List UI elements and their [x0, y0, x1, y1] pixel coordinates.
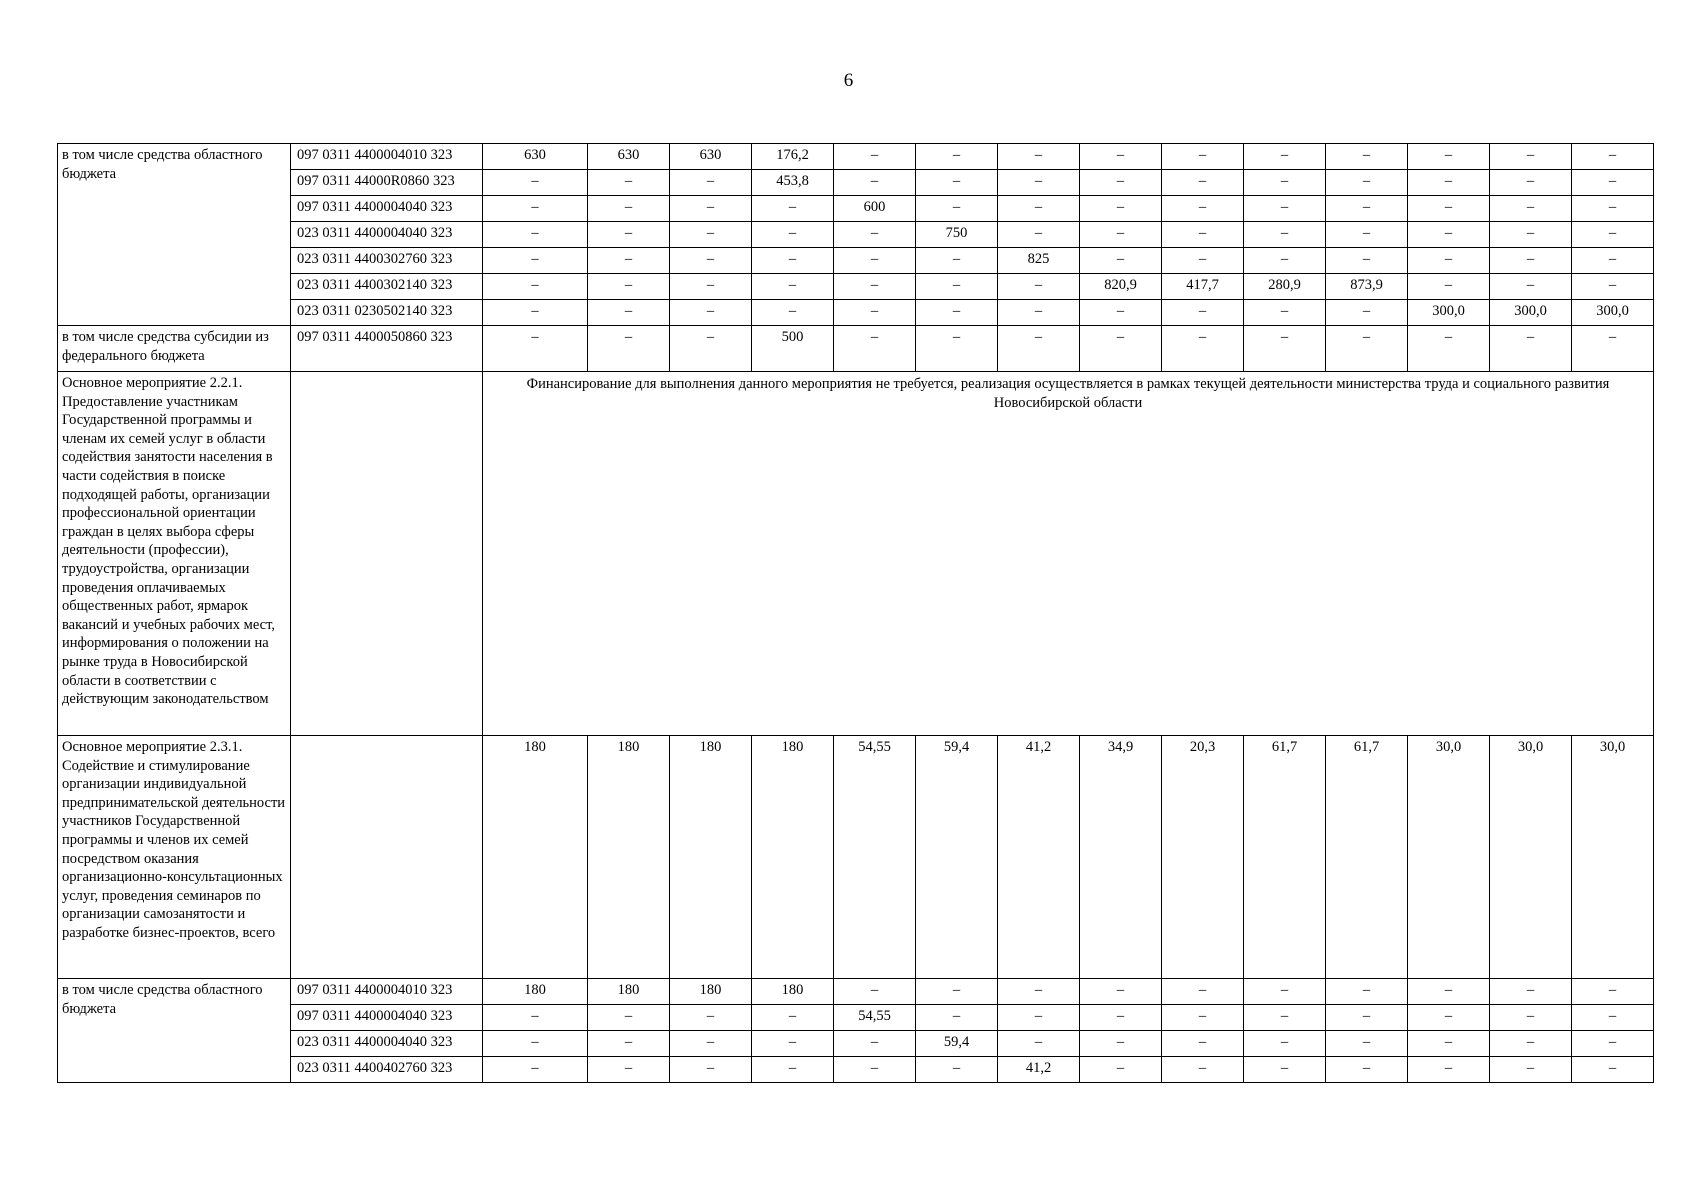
value-cell: –: [1080, 979, 1162, 1005]
value-cell: –: [916, 196, 998, 222]
value-cell: –: [1490, 326, 1572, 372]
budget-code: 023 0311 4400302760 323: [291, 248, 483, 274]
table-row: [58, 248, 1654, 274]
value-cell: –: [916, 1057, 998, 1083]
value-cell: –: [1080, 1031, 1162, 1057]
table-row: [58, 1057, 1654, 1083]
value-cell: 630: [588, 144, 670, 170]
value-cell: –: [483, 1005, 588, 1031]
value-cell: –: [1244, 1005, 1326, 1031]
value-cell: –: [1326, 170, 1408, 196]
value-cell: –: [752, 1031, 834, 1057]
value-cell: 453,8: [752, 170, 834, 196]
value-cell: –: [1244, 170, 1326, 196]
value-cell: –: [1326, 326, 1408, 372]
value-cell: 630: [670, 144, 752, 170]
table-row: [58, 372, 1654, 736]
value-cell: –: [834, 979, 916, 1005]
value-cell: –: [588, 326, 670, 372]
value-cell: –: [752, 300, 834, 326]
value-cell: –: [588, 196, 670, 222]
value-cell: –: [670, 326, 752, 372]
value-cell: –: [916, 170, 998, 196]
value-cell: –: [670, 170, 752, 196]
table-row: [58, 274, 1654, 300]
value-cell: –: [1572, 248, 1654, 274]
budget-table: [57, 143, 1654, 1083]
value-cell: –: [1490, 196, 1572, 222]
value-cell: –: [1244, 222, 1326, 248]
value-cell: –: [1408, 248, 1490, 274]
value-cell: –: [916, 979, 998, 1005]
value-cell: –: [588, 1057, 670, 1083]
value-cell: 300,0: [1490, 300, 1572, 326]
value-cell: –: [1080, 170, 1162, 196]
value-cell: –: [1408, 196, 1490, 222]
value-cell: –: [1408, 326, 1490, 372]
value-cell: –: [1490, 144, 1572, 170]
value-cell: 176,2: [752, 144, 834, 170]
value-cell: –: [1162, 170, 1244, 196]
value-cell: –: [1244, 248, 1326, 274]
value-cell: –: [670, 300, 752, 326]
value-cell: –: [752, 1005, 834, 1031]
value-cell: –: [1572, 196, 1654, 222]
value-cell: –: [1162, 196, 1244, 222]
value-cell: –: [670, 1031, 752, 1057]
value-cell: –: [483, 1057, 588, 1083]
value-cell: 20,3: [1162, 736, 1244, 979]
value-cell: –: [834, 274, 916, 300]
budget-code: 097 0311 4400004040 323: [291, 196, 483, 222]
value-cell: –: [1244, 196, 1326, 222]
value-cell: –: [1490, 222, 1572, 248]
value-cell: –: [1162, 300, 1244, 326]
value-cell: 600: [834, 196, 916, 222]
value-cell: –: [1080, 1005, 1162, 1031]
value-cell: –: [834, 144, 916, 170]
value-cell: –: [998, 326, 1080, 372]
value-cell: –: [483, 274, 588, 300]
value-cell: 417,7: [1162, 274, 1244, 300]
value-cell: –: [1162, 144, 1244, 170]
table-body: [58, 144, 1654, 1083]
value-cell: 820,9: [1080, 274, 1162, 300]
value-cell: –: [1080, 326, 1162, 372]
value-cell: –: [1244, 1057, 1326, 1083]
value-cell: –: [1408, 1031, 1490, 1057]
value-cell: –: [1572, 326, 1654, 372]
value-cell: –: [834, 1057, 916, 1083]
value-cell: –: [1162, 222, 1244, 248]
value-cell: 280,9: [1244, 274, 1326, 300]
value-cell: –: [916, 144, 998, 170]
value-cell: –: [1572, 170, 1654, 196]
value-cell: 54,55: [834, 736, 916, 979]
value-cell: –: [998, 170, 1080, 196]
value-cell: –: [1408, 170, 1490, 196]
value-cell: 30,0: [1490, 736, 1572, 979]
value-cell: –: [1326, 300, 1408, 326]
value-cell: –: [916, 248, 998, 274]
value-cell: –: [1162, 1057, 1244, 1083]
value-cell: –: [834, 170, 916, 196]
value-cell: –: [1080, 300, 1162, 326]
value-cell: –: [752, 1057, 834, 1083]
value-cell: –: [998, 144, 1080, 170]
section-label: в том числе средства областного бюджета: [58, 979, 291, 1083]
value-cell: –: [834, 1031, 916, 1057]
value-cell: 180: [670, 736, 752, 979]
value-cell: –: [1080, 222, 1162, 248]
value-cell: –: [1162, 1031, 1244, 1057]
budget-code: 023 0311 4400004040 323: [291, 1031, 483, 1057]
value-cell: –: [1080, 248, 1162, 274]
value-cell: –: [834, 222, 916, 248]
value-cell: –: [916, 1005, 998, 1031]
value-cell: –: [1080, 144, 1162, 170]
value-cell: 54,55: [834, 1005, 916, 1031]
value-cell: 630: [483, 144, 588, 170]
value-cell: –: [483, 300, 588, 326]
value-cell: –: [752, 196, 834, 222]
value-cell: 59,4: [916, 1031, 998, 1057]
value-cell: –: [998, 222, 1080, 248]
value-cell: –: [916, 274, 998, 300]
value-cell: 180: [483, 979, 588, 1005]
value-cell: –: [1326, 1057, 1408, 1083]
value-cell: –: [1408, 979, 1490, 1005]
value-cell: –: [1326, 1031, 1408, 1057]
value-cell: –: [1080, 196, 1162, 222]
value-cell: –: [1162, 979, 1244, 1005]
value-cell: –: [1408, 1005, 1490, 1031]
value-cell: –: [1244, 1031, 1326, 1057]
value-cell: –: [588, 170, 670, 196]
value-cell: –: [1572, 144, 1654, 170]
value-cell: –: [1244, 326, 1326, 372]
value-cell: –: [834, 326, 916, 372]
value-cell: 180: [752, 979, 834, 1005]
value-cell: –: [670, 274, 752, 300]
value-cell: –: [588, 300, 670, 326]
value-cell: –: [916, 300, 998, 326]
value-cell: –: [916, 326, 998, 372]
value-cell: –: [1326, 1005, 1408, 1031]
value-cell: –: [1490, 274, 1572, 300]
value-cell: –: [483, 248, 588, 274]
table-row: [58, 1031, 1654, 1057]
table-row: [58, 736, 1654, 979]
value-cell: –: [1490, 979, 1572, 1005]
budget-code: 097 0311 4400004040 323: [291, 1005, 483, 1031]
value-cell: –: [998, 274, 1080, 300]
value-cell: –: [834, 300, 916, 326]
value-cell: 873,9: [1326, 274, 1408, 300]
table-row: [58, 170, 1654, 196]
value-cell: –: [1244, 144, 1326, 170]
value-cell: –: [588, 1005, 670, 1031]
budget-code: 023 0311 4400402760 323: [291, 1057, 483, 1083]
value-cell: 61,7: [1244, 736, 1326, 979]
value-cell: –: [1572, 222, 1654, 248]
value-cell: –: [998, 1005, 1080, 1031]
value-cell: –: [1080, 1057, 1162, 1083]
value-cell: –: [483, 222, 588, 248]
financing-note: Финансирование для выполнения данного мероприятия не требуется, реализация осуществляется в рамках текущей деятельности министерства труда и социального развития Новосибирской области: [483, 372, 1654, 736]
budget-code: [291, 736, 483, 979]
value-cell: –: [834, 248, 916, 274]
value-cell: –: [1244, 300, 1326, 326]
value-cell: –: [483, 196, 588, 222]
value-cell: –: [1326, 248, 1408, 274]
value-cell: –: [1326, 144, 1408, 170]
value-cell: –: [998, 196, 1080, 222]
table-row: [58, 1005, 1654, 1031]
budget-code: 023 0311 0230502140 323: [291, 300, 483, 326]
value-cell: 30,0: [1408, 736, 1490, 979]
value-cell: –: [1572, 274, 1654, 300]
value-cell: –: [670, 196, 752, 222]
value-cell: –: [1490, 170, 1572, 196]
value-cell: –: [752, 222, 834, 248]
value-cell: –: [1162, 1005, 1244, 1031]
value-cell: –: [1490, 1057, 1572, 1083]
table-row: [58, 222, 1654, 248]
budget-code: 097 0311 4400004010 323: [291, 979, 483, 1005]
value-cell: –: [1490, 248, 1572, 274]
value-cell: –: [588, 1031, 670, 1057]
budget-code: 097 0311 4400050860 323: [291, 326, 483, 372]
value-cell: –: [670, 248, 752, 274]
value-cell: –: [670, 1057, 752, 1083]
value-cell: –: [1408, 222, 1490, 248]
value-cell: –: [483, 326, 588, 372]
value-cell: 41,2: [998, 1057, 1080, 1083]
value-cell: –: [1490, 1005, 1572, 1031]
table-row: [58, 979, 1654, 1005]
section-label: в том числе средства областного бюджета: [58, 144, 291, 326]
value-cell: 180: [483, 736, 588, 979]
value-cell: 825: [998, 248, 1080, 274]
value-cell: –: [1162, 326, 1244, 372]
value-cell: –: [670, 222, 752, 248]
value-cell: 41,2: [998, 736, 1080, 979]
value-cell: –: [1408, 144, 1490, 170]
value-cell: 300,0: [1572, 300, 1654, 326]
value-cell: 180: [752, 736, 834, 979]
value-cell: –: [588, 248, 670, 274]
value-cell: –: [998, 1031, 1080, 1057]
value-cell: 59,4: [916, 736, 998, 979]
budget-code: 097 0311 44000R0860 323: [291, 170, 483, 196]
value-cell: 300,0: [1408, 300, 1490, 326]
value-cell: –: [1490, 1031, 1572, 1057]
value-cell: 30,0: [1572, 736, 1654, 979]
value-cell: –: [588, 274, 670, 300]
value-cell: –: [483, 1031, 588, 1057]
table-row: [58, 326, 1654, 372]
section-label: Основное мероприятие 2.2.1. Предоставление участникам Государственной программы и членам их семей услуг в области содействия занятости населения в части содействия в поиске подходящей работы, организации профессиональной ориентации граждан в целях выбора сферы деятельности (профессии), трудоустройства, организации проведения оплачиваемых общественных работ, ярмарок вакансий и учебных рабочих мест, информирования о положении на рынке труда в Новосибирской области в соответствии с действующим законодательством: [58, 372, 291, 736]
value-cell: –: [670, 1005, 752, 1031]
value-cell: 34,9: [1080, 736, 1162, 979]
value-cell: –: [1408, 1057, 1490, 1083]
value-cell: –: [1244, 979, 1326, 1005]
page-number: 6: [843, 70, 854, 91]
value-cell: 500: [752, 326, 834, 372]
value-cell: –: [1326, 979, 1408, 1005]
table-row: [58, 300, 1654, 326]
value-cell: 180: [588, 979, 670, 1005]
value-cell: 61,7: [1326, 736, 1408, 979]
value-cell: –: [588, 222, 670, 248]
section-label: Основное мероприятие 2.3.1. Содействие и стимулирование организации индивидуальной предпринимательской деятельности участников Государственной программы и членов их семей посредством оказания организационно-консультационных услуг, проведения семинаров по организации самозанятости и разработке бизнес-проектов, всего: [58, 736, 291, 979]
value-cell: –: [1162, 248, 1244, 274]
budget-code: 023 0311 4400302140 323: [291, 274, 483, 300]
value-cell: –: [998, 300, 1080, 326]
budget-code: 023 0311 4400004040 323: [291, 222, 483, 248]
value-cell: –: [1326, 222, 1408, 248]
budget-code: [291, 372, 483, 736]
value-cell: –: [1572, 979, 1654, 1005]
table-row: [58, 196, 1654, 222]
value-cell: –: [1572, 1031, 1654, 1057]
value-cell: –: [1326, 196, 1408, 222]
value-cell: –: [1572, 1057, 1654, 1083]
value-cell: –: [752, 274, 834, 300]
value-cell: 750: [916, 222, 998, 248]
table-row: [58, 144, 1654, 170]
value-cell: –: [1572, 1005, 1654, 1031]
budget-code: 097 0311 4400004010 323: [291, 144, 483, 170]
value-cell: –: [998, 979, 1080, 1005]
value-cell: 180: [588, 736, 670, 979]
value-cell: –: [483, 170, 588, 196]
section-label: в том числе средства субсидии из федерального бюджета: [58, 326, 291, 372]
value-cell: –: [752, 248, 834, 274]
value-cell: 180: [670, 979, 752, 1005]
value-cell: –: [1408, 274, 1490, 300]
